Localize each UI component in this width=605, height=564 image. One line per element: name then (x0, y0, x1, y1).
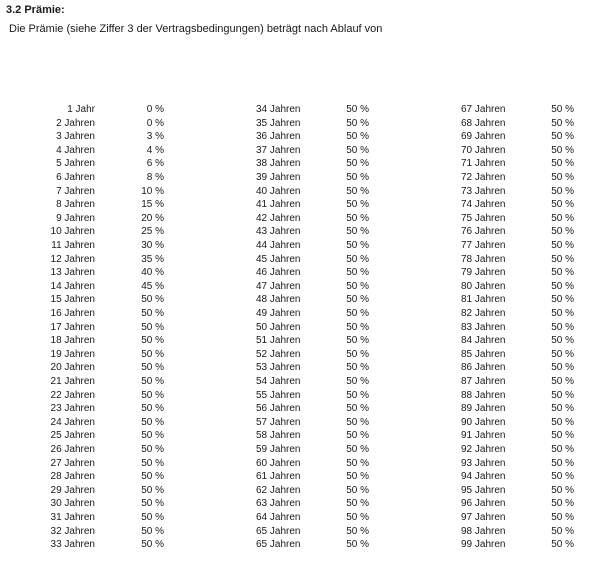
premium-col-1-cell: 6 % (146, 158, 164, 170)
premium-col-1-cell: 3 % (146, 131, 164, 143)
years-col-2-cell: 57 Jahren (256, 416, 301, 428)
years-col-2-cell: 47 Jahren (256, 280, 301, 292)
premium-col-2-cell: 50 % (346, 498, 369, 510)
years-col-1-cell: 12 Jahren (50, 253, 95, 265)
premium-col-2-cell: 50 % (346, 416, 369, 428)
years-col-2-cell: 65 Jahren (256, 525, 301, 537)
years-col-2-cell: 43 Jahren (256, 226, 301, 238)
premium-col-1-cell: 10 % (141, 185, 164, 197)
table-row (0, 130, 605, 144)
premium-col-2-cell: 50 % (346, 512, 369, 523)
table-row (0, 429, 605, 443)
years-col-2-cell: 64 Jahren (256, 512, 301, 523)
premium-col-2-cell: 50 % (346, 321, 369, 333)
premium-col-2-cell: 50 % (346, 430, 369, 442)
table-row (0, 402, 605, 416)
premium-col-2-cell: 50 % (346, 389, 369, 401)
premium-col-3-cell: 50 % (551, 226, 574, 238)
premium-col-1-cell: 0 % (146, 117, 164, 129)
years-col-1-cell: 28 Jahren (50, 471, 95, 483)
years-col-3-cell: 81 Jahren (461, 294, 506, 306)
premium-col-2-cell: 50 % (346, 471, 369, 483)
section-heading: 3.2 Prämie: (6, 4, 65, 16)
premium-col-3-cell: 50 % (551, 321, 574, 333)
premium-col-2-cell: 50 % (346, 158, 369, 170)
years-col-1-cell: 22 Jahren (50, 389, 95, 401)
premium-col-3-cell: 50 % (551, 172, 574, 183)
premium-col-1-cell: 4 % (146, 144, 164, 156)
table-row (0, 266, 605, 280)
years-col-3-cell: 97 Jahren (461, 512, 506, 523)
years-col-3-cell: 93 Jahren (461, 457, 506, 469)
years-col-3-cell: 92 Jahren (461, 444, 506, 455)
premium-col-2-cell: 50 % (346, 240, 369, 251)
premium-col-1-cell: 20 % (141, 212, 164, 224)
premium-col-2-cell: 50 % (346, 539, 369, 551)
years-col-1-cell: 4 Jahren (56, 144, 95, 156)
table-row (0, 457, 605, 471)
premium-col-3-cell: 50 % (551, 158, 574, 170)
premium-col-3-cell: 50 % (551, 484, 574, 496)
years-col-2-cell: 51 Jahren (256, 335, 301, 347)
premium-col-3-cell: 50 % (551, 117, 574, 129)
years-col-3-cell: 68 Jahren (461, 117, 506, 129)
years-col-1-cell: 32 Jahren (50, 525, 95, 537)
years-col-2-cell: 65 Jahren (256, 539, 301, 551)
premium-col-2-cell: 50 % (346, 199, 369, 211)
premium-col-1-cell: 50 % (141, 416, 164, 428)
years-col-3-cell: 87 Jahren (461, 376, 506, 387)
years-col-3-cell: 73 Jahren (461, 185, 506, 197)
premium-col-3-cell: 50 % (551, 240, 574, 251)
years-col-2-cell: 56 Jahren (256, 403, 301, 415)
premium-col-3-cell: 50 % (551, 416, 574, 428)
years-col-1-cell: 8 Jahren (56, 199, 95, 211)
premium-col-1-cell: 50 % (141, 389, 164, 401)
years-col-3-cell: 88 Jahren (461, 389, 506, 401)
premium-col-2-cell: 50 % (346, 253, 369, 265)
years-col-1-cell: 11 Jahren (51, 240, 95, 251)
premium-col-2-cell: 50 % (346, 444, 369, 455)
years-col-2-cell: 62 Jahren (256, 484, 301, 496)
premium-col-3-cell: 50 % (551, 131, 574, 143)
years-col-3-cell: 80 Jahren (461, 280, 506, 292)
years-col-3-cell: 67 Jahren (461, 104, 506, 115)
intro-text: Die Prämie (siehe Ziffer 3 der Vertragsbedingungen) beträgt nach Ablauf von (9, 23, 383, 35)
years-col-3-cell: 85 Jahren (461, 348, 506, 360)
years-col-1-cell: 26 Jahren (50, 444, 95, 455)
premium-col-2-cell: 50 % (346, 144, 369, 156)
premium-col-1-cell: 8 % (146, 172, 164, 183)
years-col-1-cell: 3 Jahren (56, 131, 95, 143)
years-col-2-cell: 34 Jahren (256, 104, 301, 115)
years-col-3-cell: 83 Jahren (461, 321, 506, 333)
years-col-2-cell: 39 Jahren (256, 172, 301, 183)
table-row (0, 334, 605, 348)
table-row (0, 497, 605, 511)
premium-col-2-cell: 50 % (346, 403, 369, 415)
years-col-2-cell: 44 Jahren (256, 240, 301, 251)
table-row (0, 416, 605, 430)
premium-col-1-cell: 35 % (141, 253, 164, 265)
table-row (0, 103, 605, 117)
premium-col-1-cell: 50 % (141, 484, 164, 496)
years-col-1-cell: 16 Jahren (50, 308, 95, 319)
table-row (0, 212, 605, 226)
years-col-3-cell: 86 Jahren (461, 362, 506, 374)
years-col-2-cell: 53 Jahren (256, 362, 301, 374)
premium-col-1-cell: 25 % (141, 226, 164, 238)
premium-col-1-cell: 50 % (141, 512, 164, 523)
years-col-3-cell: 95 Jahren (461, 484, 506, 496)
years-col-3-cell: 76 Jahren (461, 226, 506, 238)
years-col-2-cell: 49 Jahren (256, 308, 301, 319)
years-col-3-cell: 71 Jahren (461, 158, 506, 170)
premium-col-1-cell: 45 % (141, 280, 164, 292)
years-col-2-cell: 54 Jahren (256, 376, 301, 387)
years-col-2-cell: 36 Jahren (256, 131, 301, 143)
premium-col-1-cell: 50 % (141, 348, 164, 360)
years-col-2-cell: 38 Jahren (256, 158, 301, 170)
years-col-2-cell: 42 Jahren (256, 212, 301, 224)
years-col-2-cell: 37 Jahren (256, 144, 301, 156)
table-row (0, 511, 605, 525)
premium-col-2-cell: 50 % (346, 376, 369, 387)
years-col-3-cell: 91 Jahren (461, 430, 506, 442)
premium-col-3-cell: 50 % (551, 539, 574, 551)
premium-col-3-cell: 50 % (551, 185, 574, 197)
years-col-1-cell: 25 Jahren (50, 430, 95, 442)
table-row (0, 484, 605, 498)
table-row (0, 171, 605, 185)
years-col-2-cell: 45 Jahren (256, 253, 301, 265)
years-col-3-cell: 99 Jahren (461, 539, 506, 551)
years-col-3-cell: 77 Jahren (461, 240, 506, 251)
premium-col-2-cell: 50 % (346, 267, 369, 279)
years-col-2-cell: 40 Jahren (256, 185, 301, 197)
table-row (0, 443, 605, 457)
years-col-2-cell: 50 Jahren (256, 321, 301, 333)
years-col-1-cell: 29 Jahren (50, 484, 95, 496)
premium-col-2-cell: 50 % (346, 212, 369, 224)
premium-col-1-cell: 50 % (141, 308, 164, 319)
premium-col-2-cell: 50 % (346, 457, 369, 469)
years-col-3-cell: 90 Jahren (461, 416, 506, 428)
premium-col-1-cell: 50 % (141, 403, 164, 415)
years-col-3-cell: 84 Jahren (461, 335, 506, 347)
years-col-1-cell: 24 Jahren (50, 416, 95, 428)
years-col-1-cell: 30 Jahren (50, 498, 95, 510)
premium-col-2-cell: 50 % (346, 185, 369, 197)
years-col-3-cell: 74 Jahren (461, 199, 506, 211)
years-col-3-cell: 75 Jahren (461, 212, 506, 224)
years-col-2-cell: 55 Jahren (256, 389, 301, 401)
premium-col-2-cell: 50 % (346, 362, 369, 374)
premium-col-2-cell: 50 % (346, 294, 369, 306)
premium-col-2-cell: 50 % (346, 335, 369, 347)
table-row (0, 117, 605, 131)
years-col-2-cell: 48 Jahren (256, 294, 301, 306)
premium-col-2-cell: 50 % (346, 484, 369, 496)
years-col-3-cell: 79 Jahren (461, 267, 506, 279)
premium-col-2-cell: 50 % (346, 308, 369, 319)
premium-col-3-cell: 50 % (551, 267, 574, 279)
premium-col-3-cell: 50 % (551, 457, 574, 469)
table-row (0, 321, 605, 335)
premium-col-1-cell: 50 % (141, 321, 164, 333)
years-col-2-cell: 46 Jahren (256, 267, 301, 279)
premium-col-3-cell: 50 % (551, 348, 574, 360)
premium-col-3-cell: 50 % (551, 199, 574, 211)
premium-col-3-cell: 50 % (551, 498, 574, 510)
years-col-1-cell: 33 Jahren (50, 539, 95, 551)
premium-col-3-cell: 50 % (551, 430, 574, 442)
premium-col-3-cell: 50 % (551, 253, 574, 265)
premium-col-1-cell: 50 % (141, 430, 164, 442)
years-col-1-cell: 20 Jahren (50, 362, 95, 374)
years-col-2-cell: 59 Jahren (256, 444, 301, 455)
table-row (0, 389, 605, 403)
years-col-2-cell: 61 Jahren (256, 471, 301, 483)
premium-col-3-cell: 50 % (551, 403, 574, 415)
years-col-1-cell: 10 Jahren (50, 226, 95, 238)
table-row (0, 361, 605, 375)
premium-col-2-cell: 50 % (346, 226, 369, 238)
years-col-1-cell: 23 Jahren (50, 403, 95, 415)
years-col-1-cell: 14 Jahren (50, 280, 95, 292)
premium-col-2-cell: 50 % (346, 172, 369, 183)
premium-col-2-cell: 50 % (346, 104, 369, 115)
table-row (0, 198, 605, 212)
premium-col-1-cell: 50 % (141, 498, 164, 510)
years-col-1-cell: 13 Jahren (50, 267, 95, 279)
table-row (0, 470, 605, 484)
premium-col-3-cell: 50 % (551, 512, 574, 523)
premium-col-3-cell: 50 % (551, 444, 574, 455)
premium-col-1-cell: 50 % (141, 294, 164, 306)
years-col-1-cell: 18 Jahren (50, 335, 95, 347)
years-col-2-cell: 63 Jahren (256, 498, 301, 510)
premium-col-3-cell: 50 % (551, 280, 574, 292)
table-row (0, 225, 605, 239)
years-col-3-cell: 89 Jahren (461, 403, 506, 415)
premium-col-1-cell: 15 % (141, 199, 164, 211)
years-col-2-cell: 41 Jahren (256, 199, 301, 211)
table-row (0, 525, 605, 539)
premium-col-3-cell: 50 % (551, 104, 574, 115)
years-col-1-cell: 1 Jahr (67, 104, 95, 115)
years-col-2-cell: 58 Jahren (256, 430, 301, 442)
premium-col-1-cell: 50 % (141, 376, 164, 387)
years-col-1-cell: 27 Jahren (50, 457, 95, 469)
table-row (0, 185, 605, 199)
years-col-2-cell: 35 Jahren (256, 117, 301, 129)
premium-col-3-cell: 50 % (551, 308, 574, 319)
premium-col-3-cell: 50 % (551, 144, 574, 156)
table-row (0, 239, 605, 253)
table-row (0, 348, 605, 362)
years-col-3-cell: 82 Jahren (461, 308, 506, 319)
years-col-1-cell: 9 Jahren (56, 212, 95, 224)
premium-col-1-cell: 40 % (141, 267, 164, 279)
premium-col-3-cell: 50 % (551, 389, 574, 401)
premium-col-1-cell: 50 % (141, 362, 164, 374)
premium-col-3-cell: 50 % (551, 471, 574, 483)
premium-col-1-cell: 50 % (141, 335, 164, 347)
years-col-2-cell: 60 Jahren (256, 457, 301, 469)
years-col-1-cell: 15 Jahren (50, 294, 95, 306)
table-row (0, 375, 605, 389)
table-row (0, 293, 605, 307)
premium-col-3-cell: 50 % (551, 362, 574, 374)
table-row (0, 253, 605, 267)
years-col-3-cell: 96 Jahren (461, 498, 506, 510)
years-col-3-cell: 70 Jahren (461, 144, 506, 156)
years-col-3-cell: 94 Jahren (461, 471, 506, 483)
premium-table (0, 103, 605, 558)
premium-col-2-cell: 50 % (346, 117, 369, 129)
table-row (0, 157, 605, 171)
years-col-3-cell: 98 Jahren (461, 525, 506, 537)
years-col-1-cell: 19 Jahren (50, 348, 95, 360)
table-row (0, 307, 605, 321)
premium-col-2-cell: 50 % (346, 280, 369, 292)
years-col-1-cell: 7 Jahren (56, 185, 95, 197)
years-col-3-cell: 72 Jahren (461, 172, 506, 183)
years-col-2-cell: 52 Jahren (256, 348, 301, 360)
premium-col-1-cell: 30 % (141, 240, 164, 251)
premium-col-2-cell: 50 % (346, 525, 369, 537)
premium-col-1-cell: 50 % (141, 525, 164, 537)
years-col-1-cell: 31 Jahren (50, 512, 95, 523)
table-row (0, 144, 605, 158)
years-col-3-cell: 78 Jahren (461, 253, 506, 265)
premium-col-1-cell: 0 % (146, 104, 164, 115)
premium-col-3-cell: 50 % (551, 376, 574, 387)
table-row (0, 280, 605, 294)
years-col-1-cell: 2 Jahren (56, 117, 95, 129)
premium-col-1-cell: 50 % (141, 457, 164, 469)
premium-col-1-cell: 50 % (141, 444, 164, 455)
years-col-1-cell: 21 Jahren (50, 376, 95, 387)
premium-col-3-cell: 50 % (551, 525, 574, 537)
years-col-1-cell: 5 Jahren (56, 158, 95, 170)
premium-col-2-cell: 50 % (346, 348, 369, 360)
premium-col-1-cell: 50 % (141, 539, 164, 551)
years-col-1-cell: 17 Jahren (50, 321, 95, 333)
years-col-3-cell: 69 Jahren (461, 131, 506, 143)
premium-col-3-cell: 50 % (551, 294, 574, 306)
table-row (0, 538, 605, 552)
years-col-1-cell: 6 Jahren (56, 172, 95, 183)
premium-col-2-cell: 50 % (346, 131, 369, 143)
premium-col-3-cell: 50 % (551, 335, 574, 347)
premium-col-3-cell: 50 % (551, 212, 574, 224)
premium-col-1-cell: 50 % (141, 471, 164, 483)
